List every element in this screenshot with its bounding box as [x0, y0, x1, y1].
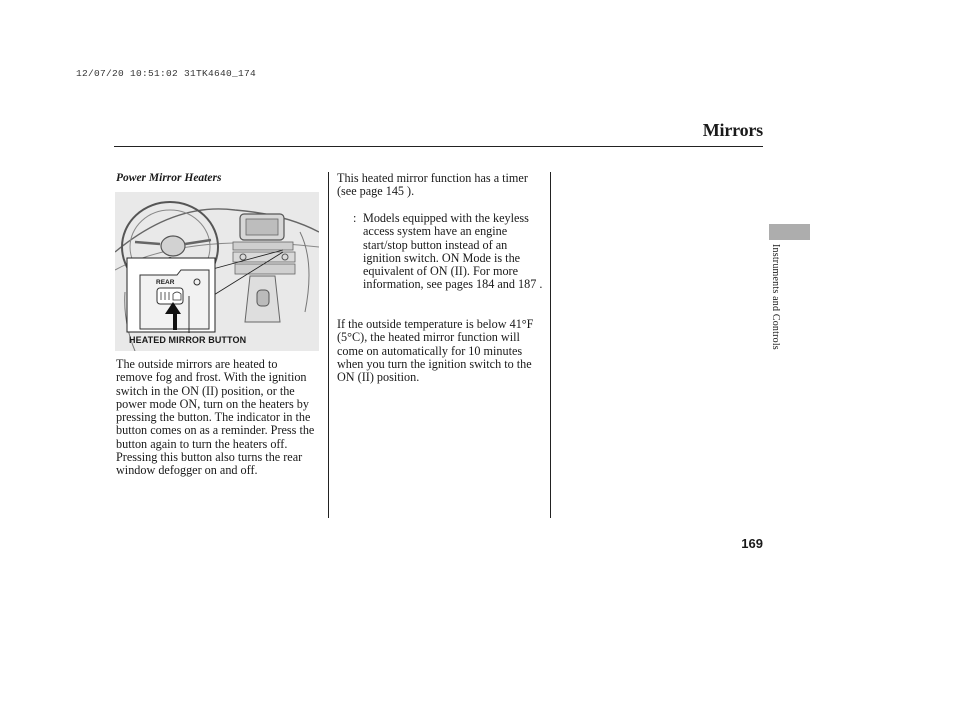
- auto-heater-note: If the outside temperature is below 41°F (5°C), the heated mirror function will come on automatically for 10 minutes when you turn the ignition switch to the ON (II) position.: [337, 317, 534, 385]
- section-label: Instruments and Controls: [770, 244, 781, 350]
- rear-button-label: REAR: [156, 279, 175, 286]
- header-rule: [114, 146, 763, 147]
- keyless-access-note: [353, 212, 543, 292]
- heater-description: The outside mirrors are heated to remove fog and frost. With the ignition switch in the ON (II) position, or the power mode ON, turn on the heaters by pressing the button. The indicator in the button comes on as a reminder. Press the button again to turn the heaters off. Pressing this button also turns the rear window defogger on and off.: [116, 357, 315, 478]
- column-divider-2: [550, 172, 551, 518]
- note-body: Models equipped with the keyless access system have an engine start/stop button instead of an ignition switch. ON Mode is the equivalent of ON (II). For more information, see pages 184 and 187 .: [363, 211, 543, 292]
- section-tab: [769, 224, 810, 240]
- page-number: 169: [741, 536, 763, 551]
- page-title: Mirrors: [702, 120, 763, 140]
- figure-subheading: Power Mirror Heaters: [116, 172, 222, 184]
- print-stamp: 12/07/20 10:51:02 31TK4640_174: [76, 68, 257, 79]
- dashboard-illustration: [115, 192, 319, 351]
- note-marker: :: [353, 211, 357, 225]
- figure-caption: HEATED MIRROR BUTTON: [129, 335, 247, 345]
- timer-note: This heated mirror function has a timer (see page 145 ).: [337, 171, 528, 199]
- dashboard-drawing: [115, 192, 319, 351]
- column-divider-1: [328, 172, 329, 351]
- column-divider-1-lower: [328, 351, 329, 518]
